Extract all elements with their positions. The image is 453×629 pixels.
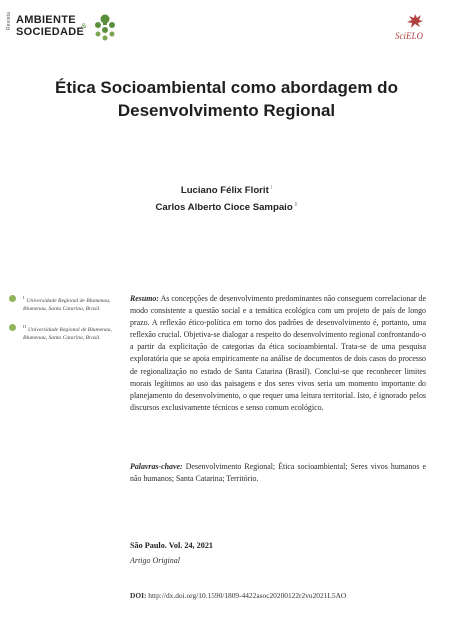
citation: São Paulo. Vol. 24, 2021 xyxy=(130,541,214,550)
doi-link[interactable]: http://dx.doi.org/10.1590/1809-4422asoc20200122r2vu2021L5AO xyxy=(148,591,347,600)
scielo-logo xyxy=(393,12,435,46)
doi xyxy=(130,591,346,600)
affiliation-num: II xyxy=(23,324,26,330)
affiliation-num: I xyxy=(23,295,25,300)
affiliation-item xyxy=(9,323,114,342)
author-list xyxy=(100,181,353,215)
abstract-text: As concepções de desenvolvimento predominantes não conseguem correlacionar de modo consistente a questão social e a temática ecológica com um projeto de país de longo prazo. A reflexão ético-política em torno dos padrões de desenvolvimento é, portanto, uma reflexão crucial. Objetiva-se dialogar a respeito do desenvolvimento regional confrontando-o a partir da explicitação de categorias da ética socioambiental. Trata-se de uma pesquisa exploratória que se apoia empiricamente na análise de documentos de dois casos do processo de regionalização no estado de Santa Catarina (Brasil). Conclui-se que reconhecer limites morais legítimos ao uso das paisagens e dos seres vivos seria um momento importante do planejamento do desenvolvimento, o que requer uma leitura territorial. Isto, é ignorado pelos discursos exclusivamente técnicos e senso comum ecológico. xyxy=(130,294,426,412)
affiliation-text: Universidade Regional de Blumenau, Blumenau, Santa Catarina, Brasil. xyxy=(23,297,111,313)
keywords-label: Palavras-chave: xyxy=(130,462,183,471)
author-2 xyxy=(100,198,353,215)
journal-logo xyxy=(8,12,128,46)
keywords xyxy=(130,461,426,485)
bullet-icon xyxy=(9,295,16,302)
affiliation-text: Universidade Regional de Blumenau, Blumenau, Santa Catarina, Brasil. xyxy=(23,327,112,342)
bullet-icon xyxy=(9,324,16,331)
abstract xyxy=(130,293,426,414)
journal-small-label: Revista xyxy=(6,11,12,30)
affiliation-list xyxy=(9,294,114,353)
doi-label: DOI: xyxy=(130,591,147,600)
affiliation-item xyxy=(9,294,114,313)
article-type: Artigo Original xyxy=(130,556,181,565)
green-figures-icon xyxy=(90,12,120,42)
journal-ampersand: & xyxy=(81,22,87,30)
author-2-sup: II xyxy=(294,202,298,209)
abstract-label: Resumo: xyxy=(130,294,159,303)
scielo-text: SciELO xyxy=(395,31,423,41)
author-1-sup: I xyxy=(270,185,273,191)
article-title: Ética Socioambiental como abordagem do Desenvolvimento Regional xyxy=(55,78,398,120)
journal-title-line1: AMBIENTE xyxy=(16,14,76,26)
author-2-name: Carlos Alberto Cioce Sampaio xyxy=(155,202,293,214)
journal-title-line2: SOCIEDADE xyxy=(16,26,85,38)
scielo-mark-icon xyxy=(393,12,435,32)
keywords-text: Desenvolvimento Regional; Ética socioambiental; Seres vivos humanos e não humanos; Santa Catarina; Território. xyxy=(130,462,426,484)
author-1-name: Luciano Félix Florit xyxy=(180,185,269,197)
author-1 xyxy=(100,181,353,198)
